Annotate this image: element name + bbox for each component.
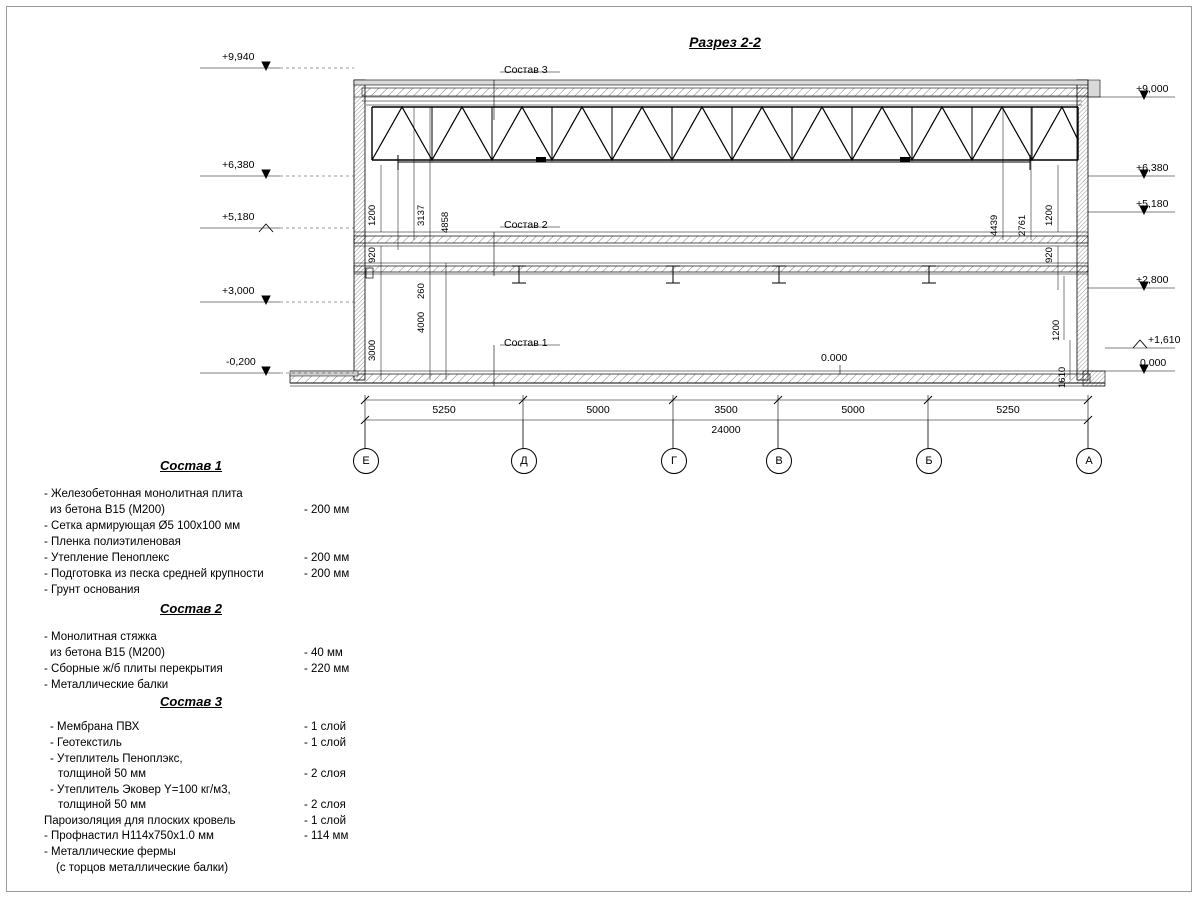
vdim-right-1610: 1610 xyxy=(1057,366,1068,388)
elevation-left-1: +9,940 xyxy=(222,51,255,63)
legend-row-value: - 200 мм xyxy=(304,504,350,516)
drawing-title: Разрез 2-2 xyxy=(689,34,761,50)
legend-row-value: - 1 слой xyxy=(304,815,347,827)
span-dim-5: 5250 xyxy=(996,404,1020,416)
legend-row-text: - Металлические балки xyxy=(44,679,169,691)
axis-bubble-g: Г xyxy=(661,448,687,474)
legend-row-text: - Профнастил Н114х750х1.0 мм xyxy=(44,830,214,842)
span-dim-2: 5000 xyxy=(586,404,610,416)
legend-row-text: из бетона В15 (М200) xyxy=(50,504,165,516)
vdim-right-1200a: 1200 xyxy=(1044,204,1055,226)
legend-row-value: - 1 слой xyxy=(304,737,347,749)
axis-bubble-v: В xyxy=(766,448,792,474)
legend-row-text: - Утеплитель Пеноплэкс, xyxy=(50,753,183,765)
legend-title-sostav1: Состав 1 xyxy=(160,458,223,473)
legend-row-text: - Мембрана ПВХ xyxy=(50,721,140,733)
axis-bubble-b: Б xyxy=(916,448,942,474)
elevation-right-3: +5,180 xyxy=(1136,198,1169,210)
legend-row-text: Пароизоляция для плоских кровель xyxy=(44,815,236,827)
vdim-left-1200: 1200 xyxy=(367,204,378,226)
span-dim-3: 3500 xyxy=(714,404,738,416)
legend-row-text: - Сетка армирующая Ø5 100х100 мм xyxy=(44,520,241,532)
legend-row-text: - Утеплитель Эковер Y=100 кг/м3, xyxy=(50,784,231,796)
legend-row-text: толщиной 50 мм xyxy=(58,768,147,780)
legend-row-text: - Сборные ж/б плиты перекрытия xyxy=(44,663,223,675)
span-dim-4: 5000 xyxy=(841,404,865,416)
elevation-right-4: +2,800 xyxy=(1136,274,1169,286)
legend-row-text: - Грунт основания xyxy=(44,584,140,596)
legend-title-sostav2: Состав 2 xyxy=(160,601,223,616)
legend-row-value: - 200 мм xyxy=(304,552,350,564)
legend-row-value: - 40 мм xyxy=(304,647,343,659)
legend-row-text: - Монолитная стяжка xyxy=(44,631,157,643)
elevation-right-6: 0,000 xyxy=(1140,357,1167,369)
legend-row-value: - 1 слой xyxy=(304,721,347,733)
legend-row-text: (с торцов металлические балки) xyxy=(56,862,229,874)
elevation-left-2: +6,380 xyxy=(222,159,255,171)
legend-row-text: из бетона В15 (М200) xyxy=(50,647,165,659)
elevation-right-2: +6,380 xyxy=(1136,162,1169,174)
legend-row-text: - Пленка полиэтиленовая xyxy=(44,536,181,548)
legend-row-text: - Подготовка из песка средней крупности xyxy=(44,568,264,580)
vdim-left-4000: 4000 xyxy=(416,311,427,333)
vdim-left-920: 920 xyxy=(367,247,378,263)
vdim-right-4439: 4439 xyxy=(989,214,1000,236)
axis-bubble-a: А xyxy=(1076,448,1102,474)
legend-row-value: - 2 слоя xyxy=(304,799,346,811)
legend-row-text: толщиной 50 мм xyxy=(58,799,147,811)
legend-row-text: - Геотекстиль xyxy=(50,737,122,749)
legend-row-value: - 2 слоя xyxy=(304,768,346,780)
elevation-left-4: +3,000 xyxy=(222,285,255,297)
vdim-right-920: 920 xyxy=(1044,247,1055,263)
vdim-left-3137: 3137 xyxy=(416,204,427,226)
vdim-right-2761: 2761 xyxy=(1017,214,1028,236)
elevation-right-1: +9,000 xyxy=(1136,83,1169,95)
span-dim-1: 5250 xyxy=(432,404,456,416)
legend-row-text: - Железобетонная монолитная плита xyxy=(44,488,243,500)
elevation-left-3: +5,180 xyxy=(222,211,255,223)
elevation-left-5: -0,200 xyxy=(226,356,256,368)
vdim-left-3000: 3000 xyxy=(367,339,378,361)
vdim-right-1200b: 1200 xyxy=(1051,319,1062,341)
callout-sostav-2: Состав 2 xyxy=(504,219,548,231)
zero-level-label: 0.000 xyxy=(821,352,848,364)
axis-bubble-e: Е xyxy=(353,448,379,474)
legend-row-value: - 114 мм xyxy=(304,830,349,842)
vdim-left-4858: 4858 xyxy=(440,211,451,233)
legend-title-sostav3: Состав 3 xyxy=(160,694,223,709)
vdim-left-260: 260 xyxy=(416,283,427,299)
axis-bubble-d: Д xyxy=(511,448,537,474)
legend-row-value: - 220 мм xyxy=(304,663,350,675)
legend-row-text: - Металлические фермы xyxy=(44,846,176,858)
total-dim: 24000 xyxy=(711,424,741,436)
elevation-right-5: +1,610 xyxy=(1148,334,1181,346)
callout-sostav-1: Состав 1 xyxy=(504,337,548,349)
legend-row-text: - Утепление Пеноплекс xyxy=(44,552,170,564)
legend-row-value: - 200 мм xyxy=(304,568,350,580)
callout-sostav-3: Состав 3 xyxy=(504,64,548,76)
